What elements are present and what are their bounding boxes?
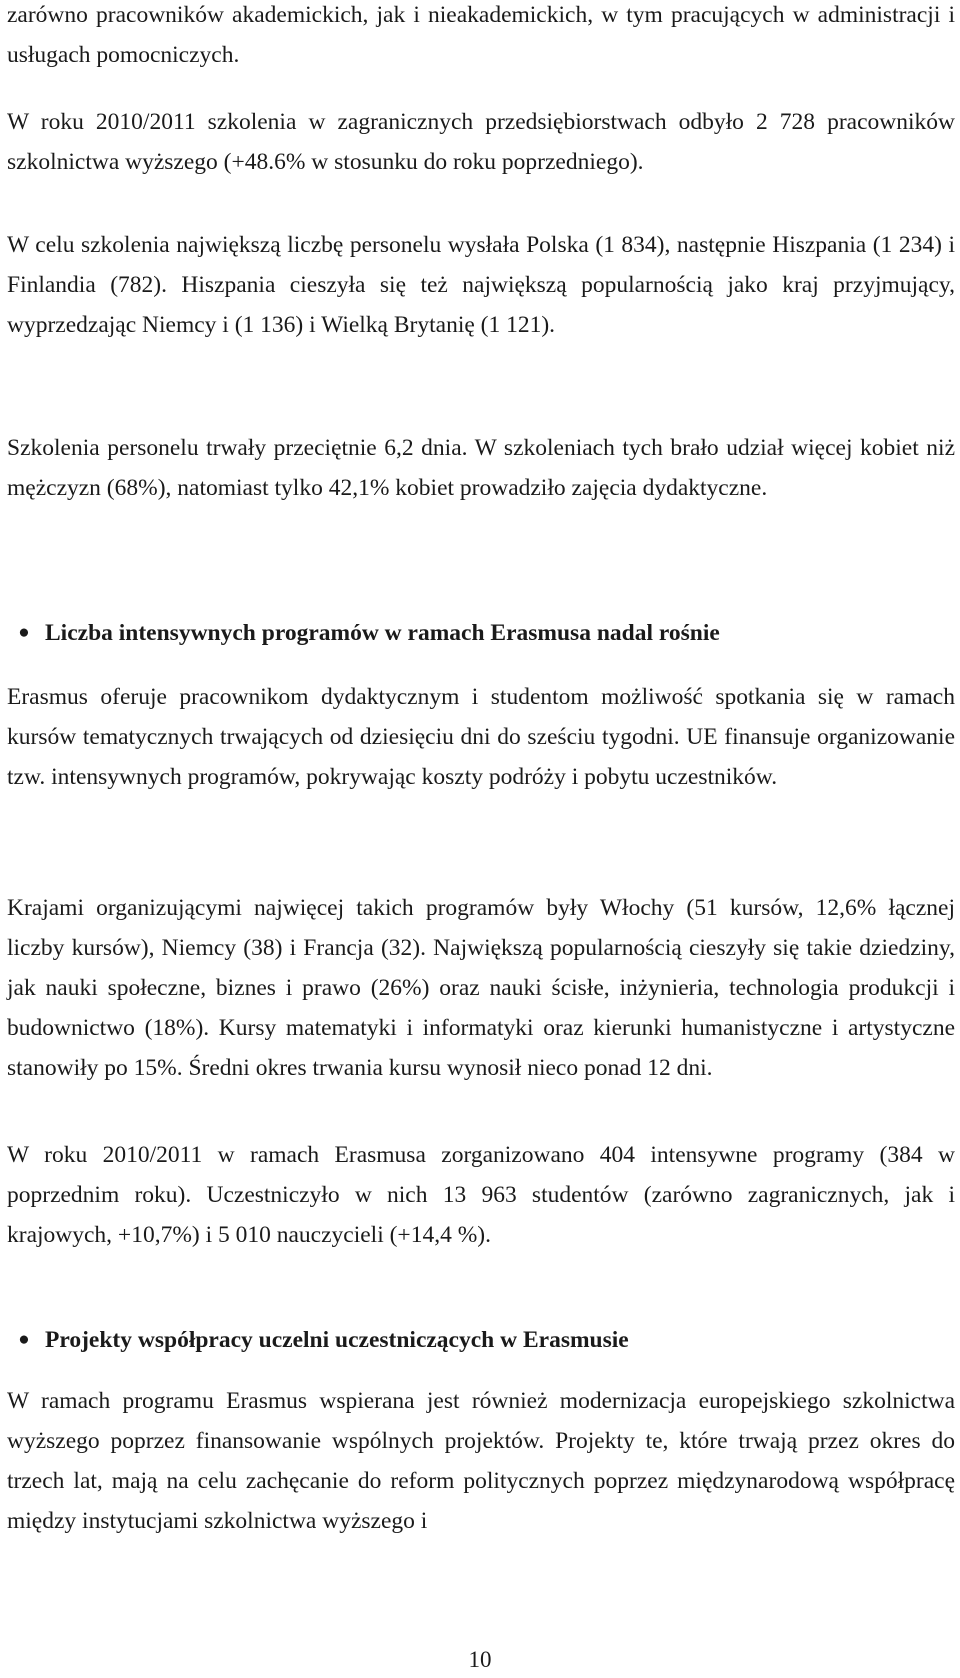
paragraph-organizing-countries: Krajami organizującymi najwięcej takich programów były Włochy (51 kursów, 12,6% łącznej liczby kursów), Niemcy (38) i Francja (32). Największą popularnością cieszyły się takie dziedziny, jak nauki społeczne, biznes i prawo (26%) oraz nauki ścisłe, inżynieria, technologia produkcji i budownictwo (18%). Kursy matematyki i informatyki oraz kierunki humanistyczne i artystyczne stanowiły po 15%. Średni okres trwania kursu wynosił nieco ponad 12 dni.: [7, 895, 955, 1081]
bullet-icon: ●: [18, 622, 30, 643]
paragraph-modernisation: W ramach programu Erasmus wspierana jest również modernizacja europejskiego szkolnictwa wyższego poprzez finansowanie wspólnych projektów. Projekty te, które trwają przez okres do trzech lat, mają na celu zachęcanie do reform politycznych poprzez międzynarodową współpracę między instytucjami szkolnictwa wyższego i: [7, 1388, 955, 1534]
section-heading-text: Liczba intensywnych programów w ramach Erasmusa nadal rośnie: [45, 620, 720, 646]
paragraph-training-duration: Szkolenia personelu trwały przeciętnie 6,2 dnia. W szkoleniach tych brało udział więcej kobiet niż mężczyzn (68%), natomiast tylko 42,1% kobiet prowadziło zajęcia dydaktyczne.: [7, 435, 955, 501]
paragraph-sending-countries: W celu szkolenia największą liczbę personelu wysłała Polska (1 834), następnie Hiszpania (1 234) i Finlandia (782). Hiszpania cieszyła się też największą popularnością jako kraj przyjmujący, wyprzedzając Niemcy i (1 136) i Wielką Brytanię (1 121).: [7, 232, 955, 338]
page-number: 10: [468, 1647, 492, 1672]
paragraph-programme-count: W roku 2010/2011 w ramach Erasmusa zorganizowano 404 intensywne programy (384 w poprzednim roku). Uczestniczyło w nich 13 963 studentów (zarówno zagranicznych, jak i krajowych, +10,7%) i 5 010 nauczycieli (+14,4 %).: [7, 1142, 955, 1248]
paragraph-staff-scope: zarówno pracowników akademickich, jak i nieakademickich, w tym pracujących w administracji i usługach pomocniczych.: [7, 2, 955, 68]
bullet-icon: ●: [18, 1329, 30, 1350]
section-heading-cooperation-projects: [7, 1320, 955, 1360]
section-heading-text: Projekty współpracy uczelni uczestniczących w Erasmusie: [45, 1327, 629, 1353]
section-heading-intensive-programmes: [7, 613, 955, 653]
paragraph-intensive-offer: Erasmus oferuje pracownikom dydaktycznym i studentom możliwość spotkania się w ramach kursów tematycznych trwających od dziesięciu dni do sześciu tygodni. UE finansuje organizowanie tzw. intensywnych programów, pokrywając koszty podróży i pobytu uczestników.: [7, 684, 955, 790]
paragraph-training-count: W roku 2010/2011 szkolenia w zagranicznych przedsiębiorstwach odbyło 2 728 pracowników szkolnictwa wyższego (+48.6% w stosunku do roku poprzedniego).: [7, 109, 955, 175]
